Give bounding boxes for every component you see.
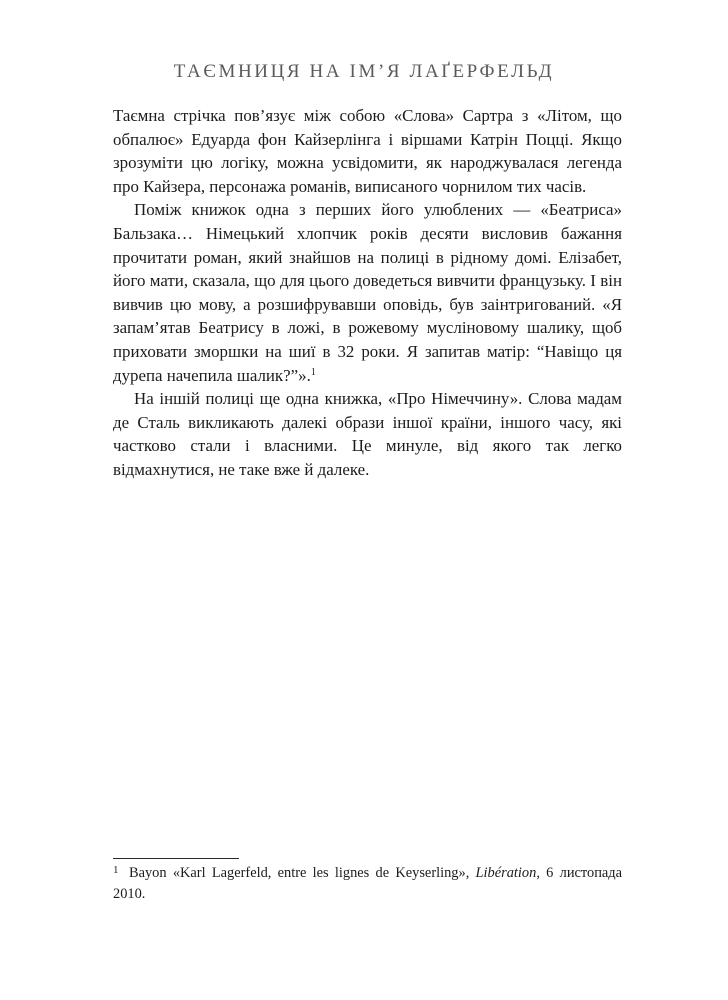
footnote-reference[interactable]: 1 xyxy=(310,366,316,378)
paragraph-2 xyxy=(113,198,622,387)
paragraph-3: На іншій полиці ще одна книжка, «Про Німеччину». Слова мадам де Сталь викликають далекі образи іншої країни, іншого часу, які частково стали і власними. Це минуле, від якого так легко відмахнутися, не таке вже й далеке. xyxy=(113,389,622,479)
paragraph-2-text: Поміж книжок одна з перших його улюблених — «Беатриса» Бальзака… Німецький хлопчик років десяти висловив бажання прочитати роман, який знайшов на полиці в рідному домі. Елізабет, його мати, сказала, що для цього доведеться вивчити французьку. І він вивчив цю мову, а розшифрувавши оповідь, був заінтригований. «Я запам’ятав Беатрису в ложі, в рожевому мусліновому шалику, щоб приховати зморшки на шиї в 32 роки. Я запитав матір: “Навіщо ця дурепа начепила шалик?”». xyxy=(113,200,622,385)
footnote-text-after: , 6 листопада 2010. xyxy=(113,865,622,902)
paragraph-1: Таємна стрічка пов’язує між собою «Слова» Сартра з «Літом, що обпалює» Едуарда фон Кайзерлінга і віршами Катрін Поцці. Якщо зрозуміти цю логіку, можна усвідомити, як народжувалася легенда про Кайзера, персонажа романів, виписаного чорнилом тих часів. xyxy=(113,106,622,196)
footnote: 1 Bayon «Karl Lagerfeld, entre les lignes de Keyserling», Libération, 6 листопада 2010. xyxy=(113,864,622,902)
footnote-divider xyxy=(113,858,239,859)
footnote-text-before: Bayon «Karl Lagerfeld, entre les lignes de Keyserling», xyxy=(129,865,476,881)
body-text xyxy=(113,104,622,482)
running-head: ТАЄМНИЦЯ НА ІМ’Я ЛАҐЕРФЕЛЬД xyxy=(173,61,555,82)
footnote-italic-title: Libération xyxy=(475,865,537,881)
